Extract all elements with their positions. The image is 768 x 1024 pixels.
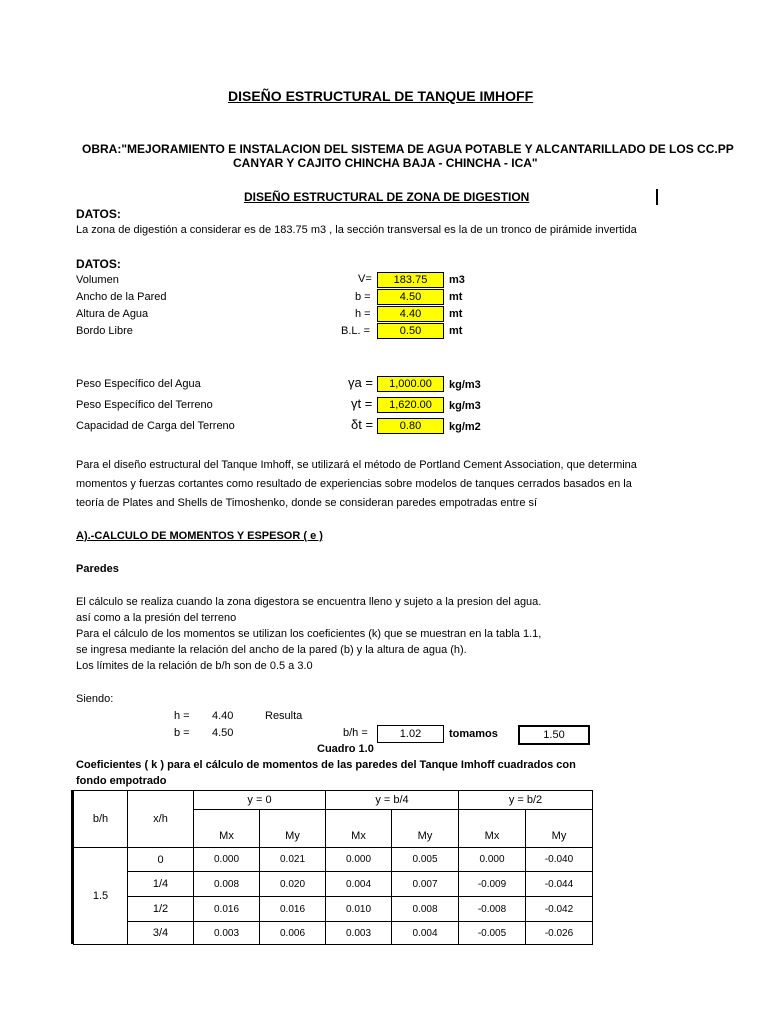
table-cell: 0.000 [459,848,526,872]
table-cell: -0.009 [459,872,526,897]
calc-h-label: h = [174,710,190,722]
coef-table [73,790,593,945]
coef-line-2: fondo empotrado [76,775,167,787]
obra-line-2: CANYAR Y CAJITO CHINCHA BAJA - CHINCHA - ICA" [233,156,538,170]
calc-b-label: b = [174,727,190,739]
bh-header: b/h [74,791,128,848]
tomamos-value[interactable]: 1.50 [518,725,590,745]
table-cell: -0.026 [526,922,593,945]
datos-symbol: h = [355,308,371,320]
table-cell: 0.016 [194,897,260,922]
peso-agua-value[interactable]: 1,000.00 [377,376,444,392]
para2-line: así como a la presión del terreno [76,612,237,624]
calc-h-value: 4.40 [212,710,234,722]
sub-header: Mx [326,810,392,848]
table-cell: 0.006 [260,922,326,945]
group-header: y = b/2 [459,791,593,810]
peso-symbol: γa = [348,375,373,390]
sub-header: My [526,810,593,848]
altura-value[interactable]: 4.40 [377,306,444,322]
table-row [74,897,593,922]
table-cell: 0.020 [260,872,326,897]
intro-text: La zona de digestión a considerar es de 183.75 m3 , la sección transversal es la de un tronco de pirámide invertida [76,224,637,236]
section-subtitle: DISEÑO ESTRUCTURAL DE ZONA DE DIGESTION [244,190,530,204]
para2-line: Los límites de la relación de b/h son de 0.5 a 3.0 [76,660,313,672]
peso-symbol: γt = [351,396,373,411]
table-cell: 0.000 [194,848,260,872]
peso-label: Capacidad de Carga del Terreno [76,420,235,432]
peso-symbol: δt = [351,417,374,432]
calc-b-value: 4.50 [212,727,234,739]
group-header: y = b/4 [326,791,459,810]
table-cell: -0.042 [526,897,593,922]
peso-label: Peso Específico del Agua [76,378,201,390]
table-cell: 0.010 [326,897,392,922]
datos-unit: m3 [449,274,465,286]
peso-label: Peso Específico del Terreno [76,399,213,411]
table-row [74,872,593,897]
peso-unit: kg/m3 [449,400,481,412]
para1-line: teoría de Plates and Shells de Timoshenko, donde se consideran paredes empotradas entre sí [76,497,538,509]
coef-line-1: Coeficientes ( k ) para el cálculo de momentos de las paredes del Tanque Imhoff cuadrados con [76,759,576,771]
table-cell: 0.016 [260,897,326,922]
table-cell: 0.004 [326,872,392,897]
table-cell: 0.003 [194,922,260,945]
table-row [74,922,593,945]
para1-line: Para el diseño estructural del Tanque Imhoff, se utilizará el método de Portland Cement Association, que determina [76,459,637,471]
capacidad-value[interactable]: 0.80 [377,418,444,434]
siendo-label: Siendo: [76,693,114,705]
ancho-value[interactable]: 4.50 [377,289,444,305]
table-cell: -0.040 [526,848,593,872]
datos-symbol: B.L. = [341,325,371,337]
datos-label: Ancho de la Pared [76,291,167,303]
peso-unit: kg/m2 [449,421,481,433]
datos-label: Altura de Agua [76,308,149,320]
datos-label-2: DATOS: [76,257,121,271]
para2-line: El cálculo se realiza cuando la zona digestora se encuentra lleno y sujeto a la presion del agua. [76,596,542,608]
peso-terreno-value[interactable]: 1,620.00 [377,397,444,413]
xh-cell: 1/4 [128,872,194,897]
datos-unit: mt [449,308,463,320]
table-cell: -0.005 [459,922,526,945]
text-cursor [656,189,658,205]
xh-header: x/h [128,791,194,848]
paredes-heading: Paredes [76,563,119,575]
table-row [74,848,593,872]
datos-label-1: DATOS: [76,207,121,221]
datos-symbol: V= [358,273,372,285]
obra-line-1: OBRA:"MEJORAMIENTO E INSTALACION DEL SISTEMA DE AGUA POTABLE Y ALCANTARILLADO DE LOS CC.PP [82,142,734,156]
peso-unit: kg/m3 [449,379,481,391]
xh-cell: 0 [128,848,194,872]
cuadro-label: Cuadro 1.0 [317,743,374,755]
tomamos-label: tomamos [449,728,498,740]
table-cell: 0.021 [260,848,326,872]
datos-label: Bordo Libre [76,325,133,337]
bh-value: 1.5 [74,848,128,945]
datos-unit: mt [449,291,463,303]
table-cell: -0.044 [526,872,593,897]
table-cell: -0.008 [459,897,526,922]
datos-unit: mt [449,325,463,337]
datos-symbol: b = [355,291,371,303]
xh-cell: 3/4 [128,922,194,945]
table-cell: 0.008 [194,872,260,897]
page-title: DISEÑO ESTRUCTURAL DE TANQUE IMHOFF [228,88,534,104]
table-cell: 0.005 [392,848,459,872]
calc-bh-label: b/h = [343,727,368,739]
sub-header: Mx [194,810,260,848]
volumen-value[interactable]: 183.75 [377,272,444,288]
datos-label: Volumen [76,274,119,286]
sub-header: My [260,810,326,848]
group-header: y = 0 [194,791,326,810]
table-cell: 0.000 [326,848,392,872]
sub-header: Mx [459,810,526,848]
table-cell: 0.004 [392,922,459,945]
sub-header: My [392,810,459,848]
xh-cell: 1/2 [128,897,194,922]
bordo-libre-value[interactable]: 0.50 [377,323,444,339]
table-cell: 0.008 [392,897,459,922]
table-cell: 0.007 [392,872,459,897]
section-a-heading: A).-CALCULO DE MOMENTOS Y ESPESOR ( e ) [76,530,323,542]
bh-ratio-value[interactable]: 1.02 [377,725,444,743]
table-cell: 0.003 [326,922,392,945]
para2-line: se ingresa mediante la relación del ancho de la pared (b) y la altura de agua (h). [76,644,467,656]
para2-line: Para el cálculo de los momentos se utilizan los coeficientes (k) que se muestran en la tabla 1.1, [76,628,542,640]
para1-line: momentos y fuerzas cortantes como resultado de experiencias sobre modelos de tanques cerrados basados en la [76,478,632,490]
calc-resulta: Resulta [265,710,303,722]
